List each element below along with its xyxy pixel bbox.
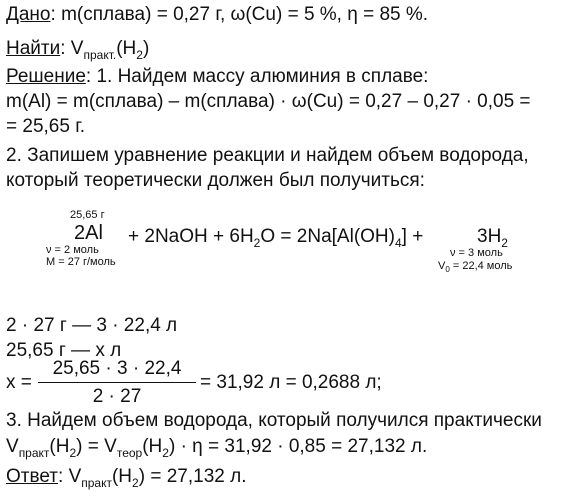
h2-molar-volume: $V_0 = 22,4$ моль [438, 260, 513, 275]
al-molar-mass: M = 27 г/моль [46, 256, 116, 268]
given-text: m(сплава) = 0,27 г, ω(Cu) = 5 %, η = 85 %. [61, 4, 429, 25]
fraction-numerator: 25,65 · 3 · 22,4 [52, 358, 182, 379]
find-v-sub: практ. [83, 47, 117, 62]
given-label: Дано [6, 4, 51, 25]
given-line [6, 4, 428, 26]
al-moles: ν = 2 моль [46, 244, 99, 256]
al-coefficient: 2Al [74, 222, 103, 244]
mass-result-line: = 25,65 г. [6, 116, 86, 137]
answer-label: Ответ [6, 466, 58, 487]
step2-line2: который теоретически должен был получиться: [6, 170, 425, 191]
reaction-middle: + 2NaOH + $6H_2O = 2Na[Al(OH)_4]$ + [128, 226, 424, 250]
x-label: х = [6, 372, 32, 393]
solution-step1: 1. Найдем массу алюминия в сплаве: [96, 66, 429, 87]
fraction-bar [38, 382, 196, 383]
step3-line: 3. Найдем объем водорода, который получился практически [6, 410, 542, 431]
answer-line: Ответ: $V_{практ}(H_2) = 27,132$ л. [6, 466, 247, 490]
h2-coefficient: $3H_2$ [477, 226, 508, 250]
step3-formula: $V_{практ}(H_2) = V_{теор}(H_2) \cdot \eta = 31,92 \cdot 0,85 = 27,132$ л. [6, 436, 428, 460]
find-h: (H [116, 38, 137, 59]
proportion-line2: 25,65 г — х л [6, 340, 122, 361]
find-line: Найти: $V_{практ.}(H_2)$ [6, 38, 150, 62]
h2-moles: ν = 3 моль [450, 247, 503, 259]
mass-equation-line: m(Al) = m(сплава) – m(сплава) · ω(Cu) = 0,27 – 0,27 · 0,05 = [6, 91, 531, 112]
find-v: V [70, 38, 84, 59]
proportion-line1: 2 · 27 г — 3 · 22,4 л [6, 315, 178, 336]
step2-line1: 2. Запишем уравнение реакции и найдем объем водорода, [6, 145, 529, 166]
proportion-result: = 31,92 л = 0,2688 л; [200, 372, 382, 393]
solution-label: Решение [6, 66, 86, 87]
given-colon: : [50, 4, 62, 25]
solution-step1-line: Решение: 1. Найдем массу алюминия в сплаве: [6, 66, 429, 87]
find-h2-sub: 2 [136, 47, 143, 62]
fraction-denominator: 2 · 27 [92, 386, 142, 407]
find-label: Найти [6, 38, 61, 59]
al-mass-annotation: 25,65 г [70, 209, 105, 221]
find-close: ) [142, 38, 150, 59]
